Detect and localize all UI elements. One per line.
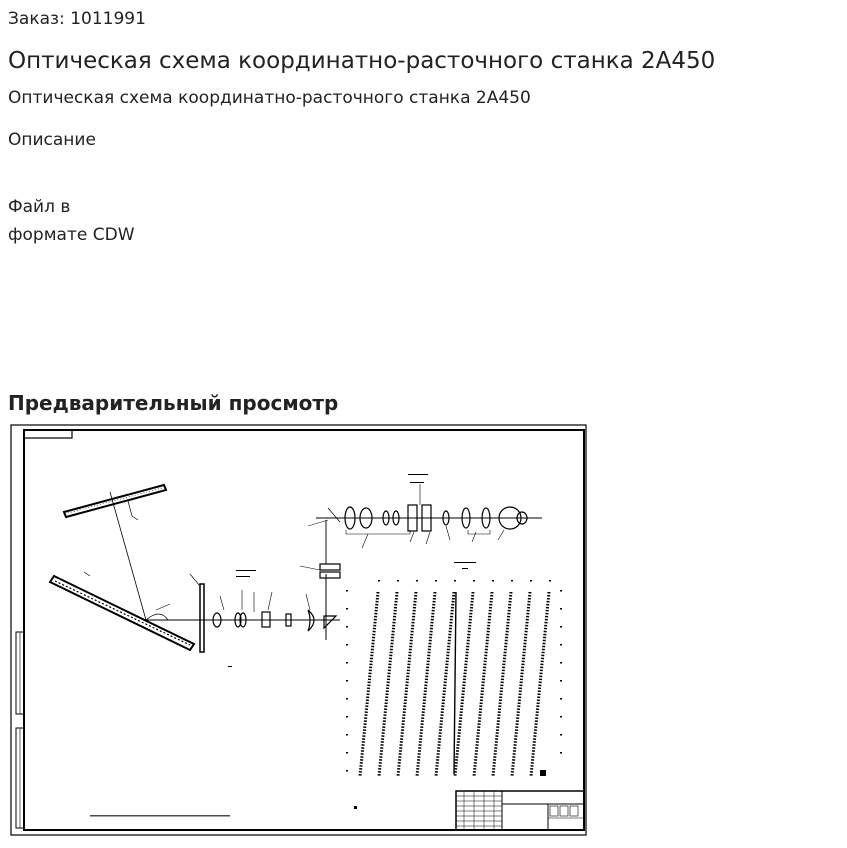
file-note-line-2: формате CDW (8, 225, 135, 245)
order-number: 1011991 (70, 9, 146, 29)
sheet-outer-frame (11, 425, 586, 835)
file-format-note (8, 193, 178, 249)
drawing-preview-image[interactable] (10, 424, 587, 836)
page-subtitle: Оптическая схема координатно-расточного станка 2А450 (8, 88, 531, 108)
page-title: Оптическая схема координатно-расточного станка 2А450 (8, 48, 716, 74)
preview-heading: Предварительный просмотр (8, 391, 339, 415)
file-note-line-1: Файл в (8, 197, 71, 217)
order-line (8, 9, 146, 29)
drawing-note (90, 815, 230, 817)
order-label: Заказ: (8, 9, 65, 29)
description-heading: Описание (8, 130, 96, 150)
drawing-preview-svg (10, 424, 587, 836)
